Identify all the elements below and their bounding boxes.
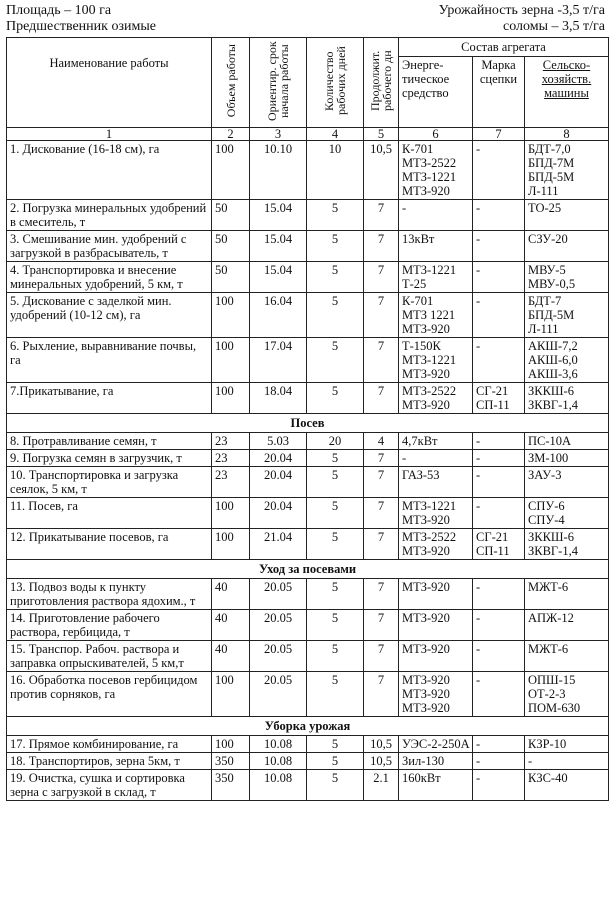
- hitch-cell: [473, 450, 525, 467]
- energy-source: К-701: [402, 142, 434, 156]
- column-numbers-row: [7, 128, 609, 141]
- hitch-cell: [473, 579, 525, 610]
- hitch-cell: [473, 672, 525, 717]
- work-name: 7.Прикатывание, га: [7, 383, 212, 414]
- work-name: 5. Дискование с заделкой мин. удобрений (10-12 см), га: [7, 293, 212, 338]
- col-date-header: Ориентир. срок начала работы: [250, 38, 307, 128]
- energy-source: МТЗ-920: [402, 513, 450, 527]
- table-row: [7, 383, 609, 414]
- machine-name: КЗР-10: [528, 737, 567, 751]
- machine-name: АПЖ-12: [528, 611, 574, 625]
- table-row: [7, 141, 609, 200]
- hitch-cell: [473, 383, 525, 414]
- energy-cell: [399, 498, 473, 529]
- work-date: 10.08: [250, 753, 307, 770]
- machine-name: БДТ-7: [528, 294, 562, 308]
- energy-cell: [399, 262, 473, 293]
- work-name: 14. Приготовление рабочего раствора, гербицида, т: [7, 610, 212, 641]
- work-duration: 10,5: [364, 753, 399, 770]
- energy-cell: [399, 383, 473, 414]
- machine-name: СПУ-6: [528, 499, 565, 513]
- energy-cell: [399, 433, 473, 450]
- col-number: 5: [364, 128, 399, 141]
- work-date: 18.04: [250, 383, 307, 414]
- work-date: 21.04: [250, 529, 307, 560]
- machine-cell: [525, 498, 609, 529]
- work-duration: 7: [364, 262, 399, 293]
- energy-source: МТЗ-920: [402, 673, 450, 687]
- col-duration-header: Продолжит. рабочего дн: [364, 38, 399, 128]
- col-unit-header: Состав агрегата: [399, 38, 609, 57]
- work-days: 5: [307, 736, 364, 753]
- work-days: 5: [307, 579, 364, 610]
- energy-source: МТЗ-1221: [402, 499, 457, 513]
- col-days-header: Количество рабочих дней: [307, 38, 364, 128]
- hitch-cell: [473, 529, 525, 560]
- work-name: 6. Рыхление, выравнивание почвы, га: [7, 338, 212, 383]
- energy-source: МТЗ-920: [402, 544, 450, 558]
- hitch-cell: [473, 753, 525, 770]
- work-volume: 100: [212, 383, 250, 414]
- work-volume: 40: [212, 610, 250, 641]
- energy-source: МТЗ-920: [402, 611, 450, 625]
- energy-cell: [399, 579, 473, 610]
- hitch-mark: -: [476, 611, 481, 625]
- work-days: 5: [307, 672, 364, 717]
- table-row: [7, 467, 609, 498]
- hitch-mark: -: [476, 580, 481, 594]
- work-duration: 7: [364, 338, 399, 383]
- work-duration: 7: [364, 383, 399, 414]
- col-machine-header: Сельско-хозяйств. машины: [525, 57, 609, 128]
- work-date: 10.08: [250, 736, 307, 753]
- hitch-mark: -: [476, 642, 481, 656]
- table-row: [7, 231, 609, 262]
- work-name: 19. Очистка, сушка и сортировка зерна с загрузкой в склад, т: [7, 770, 212, 801]
- energy-source: МТЗ-920: [402, 322, 450, 336]
- hitch-mark: -: [476, 339, 481, 353]
- energy-cell: [399, 467, 473, 498]
- col-number: 2: [212, 128, 250, 141]
- work-volume: 50: [212, 231, 250, 262]
- work-days: 5: [307, 450, 364, 467]
- energy-source: 160кВт: [402, 771, 441, 785]
- energy-source: МТЗ-920: [402, 701, 450, 715]
- work-volume: 100: [212, 498, 250, 529]
- work-name: 18. Транспортиров, зерна 5км, т: [7, 753, 212, 770]
- machine-cell: [525, 467, 609, 498]
- work-name: 1. Дискование (16-18 см), га: [7, 141, 212, 200]
- section-title: Уход за посевами: [7, 560, 609, 579]
- work-days: 5: [307, 338, 364, 383]
- work-days: 5: [307, 293, 364, 338]
- work-duration: 7: [364, 498, 399, 529]
- col-energy-header: Энерге-тическое средство: [399, 57, 473, 128]
- hitch-cell: [473, 498, 525, 529]
- col-work-header: Наименование работы: [7, 38, 212, 128]
- work-volume: 100: [212, 672, 250, 717]
- table-row: [7, 338, 609, 383]
- energy-source: МТЗ-1221: [402, 170, 457, 184]
- energy-source: МТЗ-2522: [402, 156, 457, 170]
- energy-cell: [399, 641, 473, 672]
- energy-source: МТЗ-2522: [402, 530, 457, 544]
- machine-name: ПОМ-630: [528, 701, 581, 715]
- work-days: 5: [307, 383, 364, 414]
- machine-cell: [525, 293, 609, 338]
- machine-name: БПД-7М: [528, 156, 575, 170]
- work-duration: 7: [364, 231, 399, 262]
- energy-source: Т-25: [402, 277, 427, 291]
- table-row: [7, 293, 609, 338]
- hitch-mark: -: [476, 434, 481, 448]
- energy-source: ГАЗ-53: [402, 468, 440, 482]
- table-row: [7, 262, 609, 293]
- energy-cell: [399, 141, 473, 200]
- hitch-cell: [473, 141, 525, 200]
- col-number: 1: [7, 128, 212, 141]
- work-name: 3. Смешивание мин. удобрений с загрузкой в разбрасыватель, т: [7, 231, 212, 262]
- energy-cell: [399, 450, 473, 467]
- hitch-mark: -: [476, 263, 481, 277]
- col-number: 8: [525, 128, 609, 141]
- work-date: 15.04: [250, 231, 307, 262]
- energy-source: -: [402, 451, 407, 465]
- machine-name: БПД-5М: [528, 170, 575, 184]
- work-days: 5: [307, 641, 364, 672]
- energy-source: МТЗ 1221: [402, 308, 456, 322]
- section-row: [7, 414, 609, 433]
- table-row: [7, 450, 609, 467]
- energy-source: -: [402, 201, 407, 215]
- energy-cell: [399, 610, 473, 641]
- hitch-cell: [473, 467, 525, 498]
- machine-cell: [525, 641, 609, 672]
- work-date: 20.05: [250, 641, 307, 672]
- table-row: [7, 579, 609, 610]
- energy-source: МТЗ-920: [402, 184, 450, 198]
- machine-cell: [525, 141, 609, 200]
- work-duration: 7: [364, 610, 399, 641]
- energy-cell: [399, 529, 473, 560]
- energy-cell: [399, 338, 473, 383]
- work-volume: 23: [212, 433, 250, 450]
- machine-name: АКШ-3,6: [528, 367, 578, 381]
- machine-cell: [525, 200, 609, 231]
- work-days: 5: [307, 200, 364, 231]
- machine-cell: [525, 736, 609, 753]
- energy-source: К-701: [402, 294, 434, 308]
- machine-name: ПС-10А: [528, 434, 572, 448]
- hitch-cell: [473, 231, 525, 262]
- hitch-cell: [473, 433, 525, 450]
- work-volume: 23: [212, 450, 250, 467]
- work-date: 20.05: [250, 672, 307, 717]
- table-row: [7, 753, 609, 770]
- hitch-mark: СП-11: [476, 398, 510, 412]
- machine-cell: [525, 753, 609, 770]
- work-duration: 7: [364, 641, 399, 672]
- work-volume: 100: [212, 293, 250, 338]
- machine-name: ЗККШ-6: [528, 530, 574, 544]
- work-days: 5: [307, 610, 364, 641]
- hitch-mark: -: [476, 673, 481, 687]
- section-title: Посев: [7, 414, 609, 433]
- machine-cell: [525, 579, 609, 610]
- hitch-mark: -: [476, 201, 481, 215]
- work-volume: 350: [212, 753, 250, 770]
- work-volume: 100: [212, 529, 250, 560]
- work-volume: 100: [212, 736, 250, 753]
- machine-cell: [525, 610, 609, 641]
- energy-cell: [399, 770, 473, 801]
- machine-cell: [525, 383, 609, 414]
- machine-name: ЗКВГ-1,4: [528, 544, 578, 558]
- machine-name: АКШ-7,2: [528, 339, 578, 353]
- hitch-mark: СГ-21: [476, 530, 509, 544]
- yield-grain-label: Урожайность зерна -3,5 т/га: [438, 3, 605, 18]
- work-date: 17.04: [250, 338, 307, 383]
- hitch-cell: [473, 200, 525, 231]
- work-date: 15.04: [250, 262, 307, 293]
- work-date: 20.05: [250, 610, 307, 641]
- machine-name: СПУ-4: [528, 513, 565, 527]
- work-volume: 100: [212, 338, 250, 383]
- work-duration: 7: [364, 467, 399, 498]
- hitch-mark: -: [476, 232, 481, 246]
- work-date: 20.04: [250, 450, 307, 467]
- yield-straw-label: соломы – 3,5 т/га: [503, 19, 605, 34]
- work-date: 15.04: [250, 200, 307, 231]
- hitch-mark: -: [476, 468, 481, 482]
- hitch-cell: [473, 770, 525, 801]
- work-date: 20.04: [250, 498, 307, 529]
- machine-name: МЖТ-6: [528, 642, 569, 656]
- machine-name: КЗС-40: [528, 771, 568, 785]
- hitch-mark: -: [476, 754, 481, 768]
- work-name: 11. Посев, га: [7, 498, 212, 529]
- work-volume: 50: [212, 200, 250, 231]
- energy-source: МТЗ-920: [402, 367, 450, 381]
- work-duration: 7: [364, 672, 399, 717]
- machine-name: БДТ-7,0: [528, 142, 571, 156]
- hitch-cell: [473, 610, 525, 641]
- work-days: 5: [307, 770, 364, 801]
- work-days: 5: [307, 231, 364, 262]
- work-volume: 40: [212, 641, 250, 672]
- hitch-cell: [473, 641, 525, 672]
- energy-source: 4,7кВт: [402, 434, 438, 448]
- machine-cell: [525, 262, 609, 293]
- col-volume-header: Объем работы: [212, 38, 250, 128]
- energy-cell: [399, 293, 473, 338]
- energy-cell: [399, 753, 473, 770]
- work-volume: 40: [212, 579, 250, 610]
- hitch-cell: [473, 736, 525, 753]
- work-duration: 10,5: [364, 736, 399, 753]
- hitch-mark: СП-11: [476, 544, 510, 558]
- machine-name: ТО-25: [528, 201, 562, 215]
- work-days: 5: [307, 529, 364, 560]
- work-name: 8. Протравливание семян, т: [7, 433, 212, 450]
- table-row: [7, 641, 609, 672]
- section-row: [7, 560, 609, 579]
- machine-name: ЗККШ-6: [528, 384, 574, 398]
- section-row: [7, 717, 609, 736]
- work-duration: 7: [364, 579, 399, 610]
- work-volume: 350: [212, 770, 250, 801]
- work-days: 5: [307, 753, 364, 770]
- table-row: [7, 433, 609, 450]
- work-duration: 7: [364, 450, 399, 467]
- energy-source: МТЗ-1221: [402, 353, 457, 367]
- energy-source: УЭС-2-250А: [402, 737, 470, 751]
- table-row: [7, 498, 609, 529]
- machine-name: АКШ-6,0: [528, 353, 578, 367]
- work-name: 16. Обработка посевов гербицидом против сорняков, га: [7, 672, 212, 717]
- energy-source: МТЗ-920: [402, 642, 450, 656]
- work-volume: 23: [212, 467, 250, 498]
- work-duration: 4: [364, 433, 399, 450]
- work-name: 13. Подвоз воды к пункту приготовления раствора ядохим., т: [7, 579, 212, 610]
- energy-cell: [399, 231, 473, 262]
- energy-source: Т-150К: [402, 339, 441, 353]
- machine-name: ЗАУ-3: [528, 468, 562, 482]
- work-duration: 7: [364, 200, 399, 231]
- work-name: 10. Транспортировка и загрузка сеялок, 5 км, т: [7, 467, 212, 498]
- col-number: 7: [473, 128, 525, 141]
- col-number: 3: [250, 128, 307, 141]
- work-days: 10: [307, 141, 364, 200]
- area-label: Площадь – 100 га: [6, 3, 112, 18]
- table-row: [7, 672, 609, 717]
- machine-name: МВУ-5: [528, 263, 566, 277]
- machine-name: БПД-5М: [528, 308, 575, 322]
- work-name: 15. Транспор. Рабоч. раствора и заправка опрыскивателей, 5 км,т: [7, 641, 212, 672]
- work-date: 5.03: [250, 433, 307, 450]
- energy-source: МТЗ-1221: [402, 263, 457, 277]
- hitch-mark: -: [476, 294, 481, 308]
- hitch-cell: [473, 262, 525, 293]
- energy-source: МТЗ-920: [402, 580, 450, 594]
- energy-cell: [399, 736, 473, 753]
- machine-name: СЗУ-20: [528, 232, 568, 246]
- table-row: [7, 736, 609, 753]
- energy-cell: [399, 672, 473, 717]
- machine-name: Л-111: [528, 322, 559, 336]
- machine-name: ЗКВГ-1,4: [528, 398, 578, 412]
- work-volume: 50: [212, 262, 250, 293]
- hitch-mark: -: [476, 737, 481, 751]
- work-days: 5: [307, 262, 364, 293]
- energy-source: МТЗ-920: [402, 398, 450, 412]
- machine-cell: [525, 672, 609, 717]
- table-body: [7, 141, 609, 801]
- hitch-mark: -: [476, 142, 481, 156]
- col-number: 4: [307, 128, 364, 141]
- work-days: 5: [307, 498, 364, 529]
- table-row: [7, 610, 609, 641]
- hitch-mark: -: [476, 451, 481, 465]
- work-date: 20.05: [250, 579, 307, 610]
- machine-cell: [525, 450, 609, 467]
- machine-cell: [525, 231, 609, 262]
- work-days: 20: [307, 433, 364, 450]
- hitch-mark: -: [476, 499, 481, 513]
- work-name: 17. Прямое комбинирование, га: [7, 736, 212, 753]
- predecessor-label: Предшественник озимые: [6, 19, 156, 34]
- hitch-cell: [473, 338, 525, 383]
- work-duration: 7: [364, 293, 399, 338]
- work-date: 10.10: [250, 141, 307, 200]
- energy-source: МТЗ-2522: [402, 384, 457, 398]
- machine-name: -: [528, 754, 533, 768]
- work-name: 9. Погрузка семян в загрузчик, т: [7, 450, 212, 467]
- energy-source: Зил-130: [402, 754, 445, 768]
- hitch-mark: -: [476, 771, 481, 785]
- work-date: 16.04: [250, 293, 307, 338]
- energy-source: 13кВт: [402, 232, 435, 246]
- machine-name: ОПШ-15: [528, 673, 576, 687]
- work-duration: 7: [364, 529, 399, 560]
- machine-name: МЖТ-6: [528, 580, 569, 594]
- work-days: 5: [307, 467, 364, 498]
- machine-cell: [525, 770, 609, 801]
- work-plan-table: [6, 37, 609, 801]
- hitch-cell: [473, 293, 525, 338]
- energy-cell: [399, 200, 473, 231]
- hitch-mark: СГ-21: [476, 384, 509, 398]
- table-row: [7, 529, 609, 560]
- col-number: 6: [399, 128, 473, 141]
- machine-name: ЗМ-100: [528, 451, 569, 465]
- machine-cell: [525, 529, 609, 560]
- work-date: 20.04: [250, 467, 307, 498]
- machine-name: ОТ-2-3: [528, 687, 566, 701]
- work-duration: 2.1: [364, 770, 399, 801]
- work-date: 10.08: [250, 770, 307, 801]
- work-name: 2. Погрузка минеральных удобрений в смеситель, т: [7, 200, 212, 231]
- machine-cell: [525, 338, 609, 383]
- machine-name: МВУ-0,5: [528, 277, 576, 291]
- table-row: [7, 200, 609, 231]
- section-title: Уборка урожая: [7, 717, 609, 736]
- machine-cell: [525, 433, 609, 450]
- work-name: 4. Транспортировка и внесение минеральных удобрений, 5 км, т: [7, 262, 212, 293]
- energy-source: МТЗ-920: [402, 687, 450, 701]
- machine-name: Л-111: [528, 184, 559, 198]
- work-volume: 100: [212, 141, 250, 200]
- work-name: 12. Прикатывание посевов, га: [7, 529, 212, 560]
- col-hitch-header: Марка сцепки: [473, 57, 525, 128]
- table-row: [7, 770, 609, 801]
- work-duration: 10,5: [364, 141, 399, 200]
